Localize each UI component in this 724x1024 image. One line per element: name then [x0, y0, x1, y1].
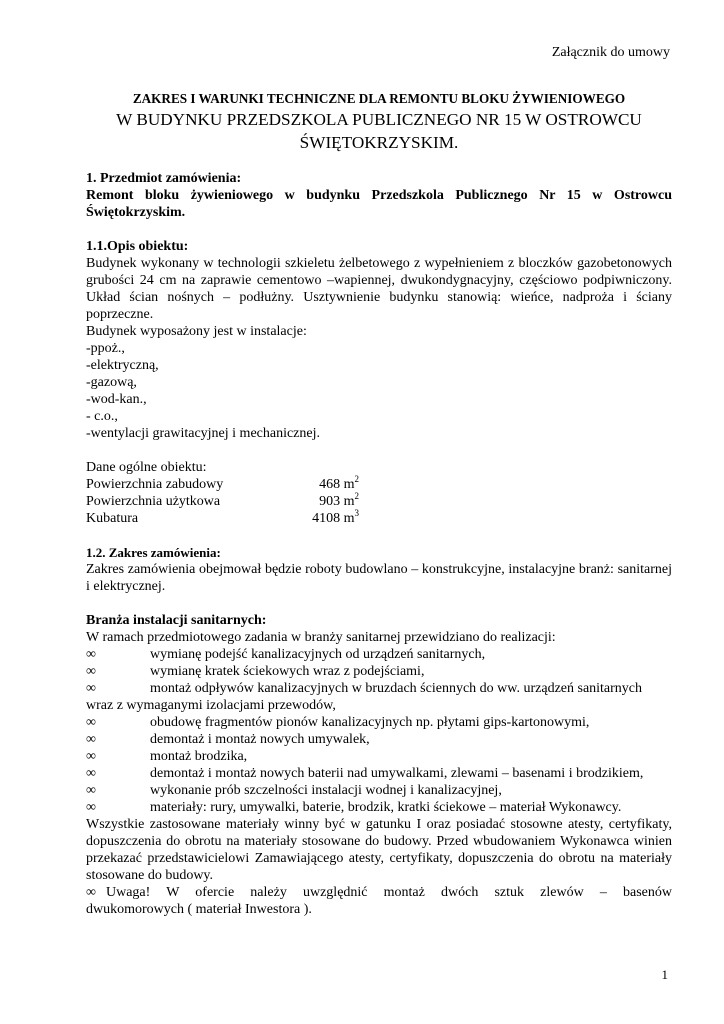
title-line-2: W BUDYNKU PRZEDSZKOLA PUBLICZNEGO NR 15 W OSTROWCU — [116, 110, 642, 129]
bullet-symbol: ∞ — [86, 647, 96, 662]
sanitary-heading: Branża instalacji sanitarnych: — [86, 613, 267, 628]
section-1-2-heading: 1.2. Zakres zamówienia: — [86, 545, 221, 560]
param-label: Powierzchnia zabudowy — [86, 477, 224, 492]
section-1-1-heading: 1.1.Opis obiektu: — [86, 239, 189, 254]
list-item-text: wymianę podejść kanalizacyjnych od urządzeń sanitarnych, — [150, 647, 486, 662]
bullet-symbol: ∞ — [86, 664, 96, 679]
title-line-1: ZAKRES I WARUNKI TECHNICZNE DLA REMONTU BLOKU ŻYWIENIOWEGO — [132, 91, 626, 106]
bullet-symbol: ∞ — [86, 783, 96, 798]
list-item-text: obudowę fragmentów pionów kanalizacyjnych np. płytami gips-kartonowymi, — [150, 715, 590, 730]
list-item — [86, 748, 672, 765]
param-row — [86, 476, 672, 493]
note-continuation: dwukomorowych ( materiał Inwestora ). — [86, 902, 312, 917]
param-row — [86, 510, 672, 527]
installation-item: -ppoż., — [86, 341, 125, 356]
note-text: Uwaga! W ofercie należy uwzględnić montaż dwóch sztuk zlewów – basenów — [105, 885, 672, 900]
installation-item: -elektryczną, — [86, 358, 159, 373]
list-item — [86, 714, 672, 731]
page-number: 1 — [661, 967, 668, 982]
list-item — [86, 765, 672, 782]
installation-item: - c.o., — [86, 409, 118, 424]
installation-item: -wentylacji grawitacyjnej i mechanicznej. — [86, 426, 321, 441]
list-item — [86, 799, 672, 816]
section-1-heading: 1. Przedmiot zamówienia: — [86, 171, 242, 186]
list-item — [86, 663, 672, 680]
list-item-continuation: wraz z wymaganymi izolacjami przewodów, — [86, 698, 336, 713]
list-item-text: demontaż i montaż nowych baterii nad umywalkami, zlewami – basenami i brodzikiem, — [150, 766, 644, 781]
list-item-text: demontaż i montaż nowych umywalek, — [150, 732, 370, 747]
annex-label: Załącznik do umowy — [551, 45, 670, 60]
param-label: Kubatura — [86, 511, 139, 526]
bullet-symbol: ∞ — [86, 732, 96, 747]
object-description: Budynek wykonany w technologii szkieletu żelbetowego z wypełnieniem z bloczków gazobetonowych grubości 24 cm na zaprawie cementowo –wapiennej, dwukondygnacyjny, częściowo podpiwniczony. Układ ścian nośnych – podłużny. Usztywnienie budynku stanowią: wieńce, nadproża i ściany poprzeczne. — [86, 256, 672, 322]
sanitary-intro: W ramach przedmiotowego zadania w branży sanitarnej przewidziano do realizacji: — [86, 630, 556, 645]
bullet-symbol: ∞ — [86, 715, 96, 730]
installation-item: -wod-kan., — [86, 392, 147, 407]
list-item — [86, 731, 672, 748]
title-line-3: ŚWIĘTOKRZYSKIM. — [299, 133, 459, 152]
installations-intro: Budynek wyposażony jest w instalacje: — [86, 324, 307, 339]
document-title — [86, 90, 672, 153]
param-value: 468 $m^2$ — [319, 474, 359, 492]
param-label: Powierzchnia użytkowa — [86, 494, 221, 509]
bullet-symbol: ∞ — [86, 885, 96, 900]
bullet-symbol: ∞ — [86, 800, 96, 815]
list-item — [86, 680, 672, 697]
list-item — [86, 646, 672, 663]
installations-list — [86, 340, 672, 442]
materials-paragraph: Wszystkie zastosowane materiały winny być w gatunku I oraz posiadać stosowne atesty, certyfikaty, dopuszczenia do obrotu na materiały stosowane do budowy. Przed wbudowaniem Wykonawca winien przekazać przedstawicielowi Zamawiającego atesty, certyfikaty, dopuszczenia do obrotu na materiały stosowane do budowy. — [86, 817, 672, 883]
bullet-symbol: ∞ — [86, 681, 96, 696]
param-row — [86, 493, 672, 510]
list-item-text: wymianę kratek ściekowych wraz z podejściami, — [150, 664, 425, 679]
scope-text: Zakres zamówienia obejmował będzie roboty budowlano – konstrukcyjne, instalacyjne branż: sanitarnej i elektrycznej. — [86, 562, 672, 594]
installation-item: -gazową, — [86, 375, 137, 390]
bullet-symbol: ∞ — [86, 749, 96, 764]
params-table — [86, 476, 672, 527]
list-item — [86, 782, 672, 799]
list-item-text: materiały: rury, umywalki, baterie, brodzik, kratki ściekowe – materiał Wykonawcy. — [150, 800, 622, 815]
list-item-text: montaż odpływów kanalizacyjnych w bruzdach ściennych do ww. urządzeń sanitarnych — [150, 681, 643, 696]
param-value: 4108 $m^3$ — [312, 508, 359, 526]
list-item-text: wykonanie prób szczelności instalacji wodnej i kanalizacyjnej, — [150, 783, 502, 798]
document-body — [86, 170, 672, 918]
param-value: 903 $m^2$ — [319, 491, 359, 509]
general-data-heading: Dane ogólne obiektu: — [86, 460, 207, 475]
bullet-symbol: ∞ — [86, 766, 96, 781]
note-item — [86, 884, 672, 901]
list-item-text: montaż brodzika, — [150, 749, 248, 764]
section-1-text: Remont bloku żywieniowego w budynku Przedszkola Publicznego Nr 15 w Ostrowcu Świętokrzyskim. — [86, 188, 672, 220]
